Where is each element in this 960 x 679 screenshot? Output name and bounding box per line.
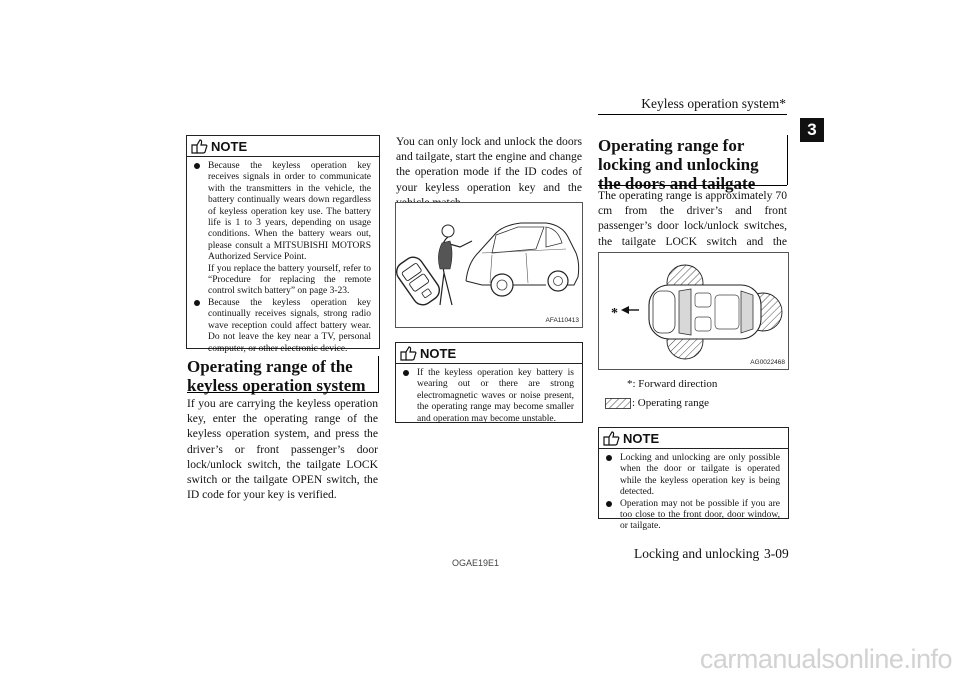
bullet-icon <box>194 300 200 306</box>
note-item <box>193 161 371 298</box>
note-header <box>187 136 379 157</box>
note-text: If the keyless operation key battery is wearing out or there are strong electromagnetic waves or noise present, the operating range may become smaller and operation may become unstable. <box>417 368 574 424</box>
page-header-title: Keyless operation system* <box>641 96 786 111</box>
figure-code: AFA110413 <box>545 317 579 324</box>
note-item <box>402 368 574 425</box>
figure-code: AG0022468 <box>750 359 785 366</box>
note-item <box>605 453 780 499</box>
watermark: carmanualsonline.info <box>699 644 952 674</box>
footer-page-number: 3-09 <box>764 546 789 561</box>
section-heading-locking-range: Operating range for locking and unlocking the doors and tailgate <box>598 136 759 193</box>
legend-text: : Operating range <box>632 397 709 409</box>
heading-rule-vertical <box>787 135 788 185</box>
note-text: Because the keyless operation key receives signals in order to communicate with the transmitters in the vehicle, the battery continually wears down regardless of keyless operation key use. The battery life is 1 to 3 years, depending on usage conditions. When the battery wears out, please consult a MITSUBISHI MOTORS Authorized Service Point. <box>208 161 371 263</box>
header-rule <box>598 114 787 115</box>
bullet-icon <box>606 501 612 507</box>
figure-driver-with-key <box>395 202 583 328</box>
chapter-tab: 3 <box>800 118 824 142</box>
note-text: If you replace the battery yourself, refer to “Procedure for replacing the remote control switch battery” on page 3-23. <box>208 263 371 297</box>
section-body: If you are carrying the keyless operation key, enter the operating range of the keyless operation system, and press the driver’s or front passenger’s door lock/unlock switch, the tailgate LOCK switch or the tailgate OPEN switch, the ID code for your key is verified. <box>187 397 378 502</box>
heading-rule <box>598 185 787 186</box>
car-illustration <box>396 203 582 327</box>
forward-direction-marker: * <box>611 306 618 321</box>
note-box-battery-wear <box>395 342 583 423</box>
note-item <box>193 298 371 355</box>
figure-operating-range <box>598 252 789 370</box>
heading-rule <box>187 392 379 393</box>
note-label: NOTE <box>623 430 660 446</box>
hatch-swatch <box>605 398 631 409</box>
note-text: Locking and unlocking are only possible when the door or tailgate is operated while the keyless operation key is being detected. <box>620 453 780 498</box>
note-icon <box>603 431 620 446</box>
note-box-locking <box>598 427 789 532</box>
note-header <box>599 428 788 449</box>
note-item <box>605 499 780 533</box>
footer-doc-code: OGAE19E1 <box>452 558 500 568</box>
bullet-icon <box>403 370 409 376</box>
legend-forward-direction <box>627 378 717 390</box>
middle-body: You can only lock and unlock the doors and tailgate, start the engine and change the operation mode if the ID codes of your keyless operation key and the <box>396 135 582 194</box>
right-body: The operating range is approximately 70 cm from the driver’s and front passenger’s door lock/unlock switches, the tailgate LOCK switch and the <box>598 189 787 248</box>
note-text: Operation may not be possible if you are too close to the front door, door window, or tailgate. <box>620 498 780 532</box>
note-label: NOTE <box>211 138 248 154</box>
note-box-battery <box>186 135 380 354</box>
note-icon <box>191 139 208 154</box>
heading-rule-vertical <box>378 356 379 392</box>
note-label: NOTE <box>420 345 457 361</box>
legend-symbol: * <box>627 378 633 390</box>
note-icon <box>400 346 417 361</box>
legend-operating-range <box>605 397 709 409</box>
section-heading-operating-range: Operating range of the keyless operation system <box>187 357 366 395</box>
bullet-icon <box>194 163 200 169</box>
bullet-icon <box>606 455 612 461</box>
note-header <box>396 343 582 364</box>
footer-section-title: Locking and unlocking <box>634 546 760 561</box>
operating-range-diagram <box>599 253 788 369</box>
note-text: Because the keyless operation key continually receives signals, strong radio wave reception could affect battery wear. Do not leave the key near a TV, personal computer, or other electronic device. <box>208 297 371 354</box>
legend-text: : Forward direction <box>632 378 718 390</box>
